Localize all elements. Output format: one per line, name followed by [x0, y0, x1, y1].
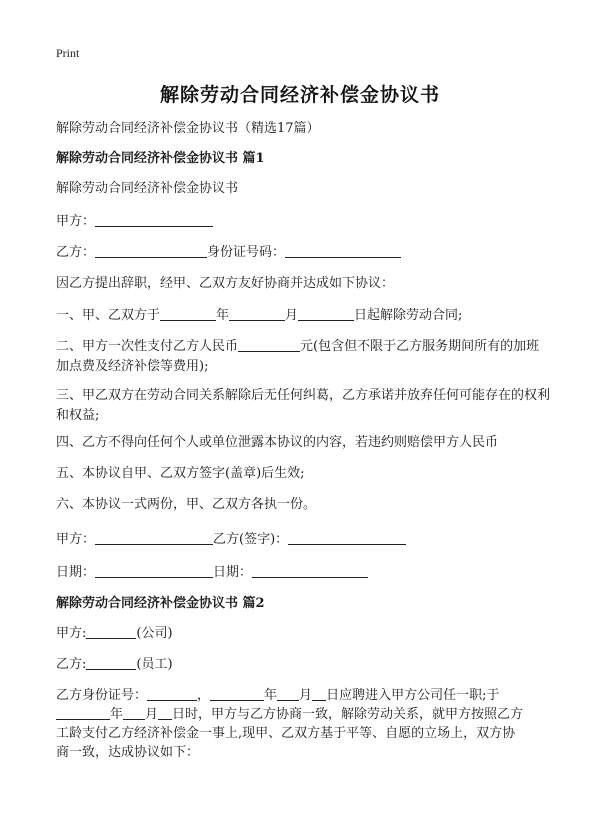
intro-line: 因乙方提出辞职，经甲、乙双方友好协商并达成如下协议： [56, 276, 395, 291]
sec2-party-a-label: 甲方: [56, 626, 87, 641]
print-label[interactable]: Print [56, 46, 80, 60]
party-b-blank [95, 243, 207, 258]
year-blank [160, 306, 216, 321]
date-a-blank [95, 563, 213, 578]
sec2-party-a-line [56, 624, 551, 644]
signature-line [56, 530, 551, 550]
end-month-label: 月 [145, 707, 159, 722]
join-year-blank [210, 686, 264, 701]
join-year-label: 年 [264, 688, 278, 703]
day-label: 日起解除劳动合同; [354, 308, 463, 323]
party-b-label: 乙方： [56, 245, 96, 260]
end-day-text: 日时，甲方与乙方协商一致，解除劳动关系，就甲方按照乙方 [172, 707, 524, 722]
amount-blank [238, 337, 300, 352]
sign-a-blank [95, 530, 213, 545]
clause-6: 六、本协议一式两份，甲、乙双方各执一份。 [56, 497, 317, 512]
sec2-party-b-line [56, 655, 551, 675]
sec2-party-b-label: 乙方: [56, 657, 87, 672]
id-number-blank [285, 243, 401, 258]
document-title: 解除劳动合同经济补偿金协议书 [159, 84, 440, 106]
month-label: 月 [285, 308, 299, 323]
section-1-name: 解除劳动合同经济补偿金协议书 [56, 181, 239, 196]
clause-5: 五、本协议自甲、乙双方签字(盖章)后生效; [56, 466, 305, 481]
party-a-blank [95, 212, 213, 227]
sec2-para-line-4: 商一致，达成协议如下： [56, 745, 200, 760]
join-day-blank [312, 686, 326, 701]
id-blank-2 [147, 686, 197, 701]
company-blank [86, 624, 136, 639]
clause-2-text: 二、甲方一次性支付乙方人民币 [56, 339, 239, 354]
join-month-blank [277, 686, 299, 701]
sign-a-label: 甲方： [56, 532, 96, 547]
document-subtitle: 解除劳动合同经济补偿金协议书（精选17篇） [56, 121, 320, 136]
end-day-blank [158, 705, 172, 720]
sign-b-label: 乙方(签字)： [213, 532, 289, 547]
date-line [56, 563, 551, 583]
sec2-para-line-3: 工龄支付乙方经济补偿金一事上,现甲、乙双方基于平等、自愿的立场上，双方协 [56, 726, 516, 741]
section-1-heading: 解除劳动合同经济补偿金协议书 篇1 [56, 151, 265, 166]
end-year-label: 年 [110, 707, 124, 722]
day-blank [298, 306, 354, 321]
party-b-line [56, 243, 551, 263]
year-label: 年 [216, 308, 230, 323]
date-b-label: 日期： [213, 565, 253, 580]
id-number-label: 身份证号码： [207, 245, 286, 260]
party-a-line [56, 212, 551, 232]
clause-4: 四、乙方不得向任何个人或单位泄露本协议的内容，若违约则赔偿甲方人民币 [56, 435, 499, 450]
party-a-label: 甲方： [56, 214, 96, 229]
id-label-2: 乙方身份证号： [56, 688, 148, 703]
month-blank [229, 306, 285, 321]
join-day-text: 日应聘进入甲方公司任一职;于 [326, 688, 500, 703]
clause-3: 三、甲乙双方在劳动合同关系解除后无任何纠葛，乙方承诺并放弃任何可能存在的权利和权益; [56, 388, 551, 423]
comma: ， [197, 688, 211, 703]
end-year-blank [56, 705, 110, 720]
employee-suffix: (员工) [136, 657, 173, 672]
end-month-blank [123, 705, 145, 720]
clause-2 [56, 337, 551, 377]
company-suffix: (公司) [136, 626, 173, 641]
join-month-label: 月 [299, 688, 313, 703]
clause-1 [56, 306, 551, 326]
employee-blank [86, 655, 136, 670]
section-2-heading: 解除劳动合同经济补偿金协议书 篇2 [56, 596, 265, 611]
clause-1-text: 一、甲、乙双方于 [56, 308, 161, 323]
sec2-para-line-2 [56, 705, 551, 725]
sec2-para-line-1 [56, 686, 551, 706]
date-b-blank [252, 563, 368, 578]
clause-2-rest: 元(包含但不限于乙方服务期间所有的加班加点费及经济补偿等费用); [56, 339, 540, 374]
date-a-label: 日期： [56, 565, 96, 580]
sign-b-blank [288, 530, 406, 545]
